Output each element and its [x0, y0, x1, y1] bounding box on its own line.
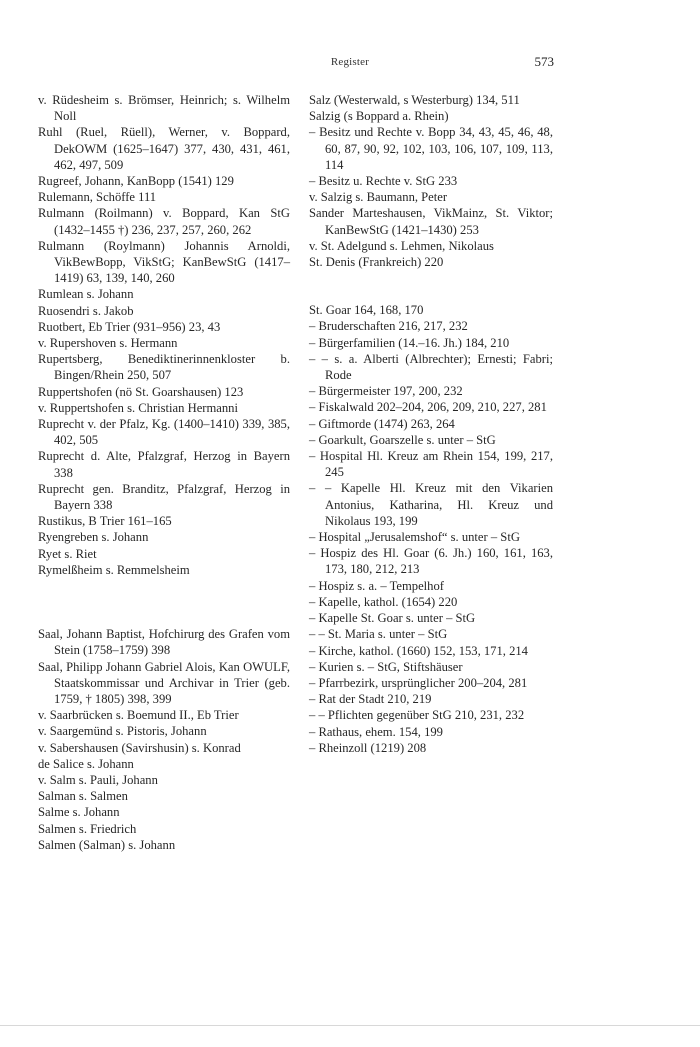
- index-entry: – Besitz und Rechte v. Bopp 34, 43, 45, 46, 48, 60, 87, 90, 92, 102, 103, 106, 107, 109, 113, 114: [309, 125, 553, 172]
- index-entry: – Hospital Hl. Kreuz am Rhein 154, 199, 217, 245: [309, 449, 553, 480]
- index-entry: – Kurien s. – StG, Stiftshäuser: [309, 659, 463, 674]
- index-entry: Saal, Johann Baptist, Hofchirurg des Grafen vom Stein (1758–1759) 398: [38, 627, 290, 658]
- index-entry: Salmen (Salman) s. Johann: [38, 837, 176, 852]
- index-entry: – Bruderschaften 216, 217, 232: [309, 319, 468, 334]
- index-entry: Sander Marteshausen, VikMainz, St. Viktor; KanBewStG (1421–1430) 253: [309, 206, 553, 237]
- index-entry: – Kapelle, kathol. (1654) 220: [309, 594, 458, 609]
- index-entry: Ruprecht gen. Branditz, Pfalzgraf, Herzog in Bayern 338: [38, 481, 290, 513]
- index-entry: v. Rüdesheim s. Brömser, Heinrich; s. Wilhelm Noll: [38, 93, 290, 124]
- index-entry: – Goarkult, Goarszelle s. unter – StG: [309, 432, 496, 447]
- index-entry: – Hospiz s. a. – Tempelhof: [309, 578, 444, 593]
- index-entry: Ryengreben s. Johann: [38, 530, 149, 545]
- index-entry: – Bürgermeister 197, 200, 232: [309, 384, 463, 399]
- index-entry: – Rathaus, ehem. 154, 199: [309, 724, 443, 739]
- index-entry: – – Pflichten gegenüber StG 210, 231, 232: [309, 708, 525, 723]
- index-entry: – Besitz u. Rechte v. StG 233: [309, 174, 458, 189]
- index-entry: Salman s. Salmen: [38, 789, 128, 804]
- index-entry: – – St. Maria s. unter – StG: [309, 627, 448, 642]
- index-entry: Rulmann (Roylmann) Johannis Arnoldi, VikBewBopp, VikStG; KanBewStG (1417–1419) 63, 139, 140, 260: [38, 238, 290, 286]
- index-column-right: [309, 92, 553, 756]
- index-entry: Rustikus, B Trier 161–165: [38, 514, 172, 529]
- index-entry: – Hospital „Jerusalemshof“ s. unter – StG: [309, 530, 520, 545]
- index-entry: Saal, Philipp Johann Gabriel Alois, Kan OWULF, Staatskommissar und Archivar in Trier (geb. 1759, † 1805) 398, 399: [38, 659, 290, 706]
- index-entry: Ruprecht v. der Pfalz, Kg. (1400–1410) 339, 385, 402, 505: [38, 417, 290, 448]
- index-entry: Rupertsberg, Benediktinerinnenkloster b. Bingen/Rhein 250, 507: [38, 352, 290, 383]
- index-entry: – Kirche, kathol. (1660) 152, 153, 171, 214: [309, 643, 528, 658]
- index-entry: St. Goar 164, 168, 170: [309, 303, 424, 318]
- running-head: Register: [330, 56, 370, 68]
- index-entry: – Kapelle St. Goar s. unter – StG: [309, 611, 476, 626]
- index-entry: Ruppertshofen (nö St. Goarshausen) 123: [38, 384, 244, 399]
- index-entry: – Rat der Stadt 210, 219: [309, 692, 432, 707]
- index-entry: Rugreef, Johann, KanBopp (1541) 129: [38, 174, 234, 189]
- index-column-left: [38, 92, 290, 853]
- index-entry: Salme s. Johann: [38, 805, 120, 820]
- index-entry: Ruosendri s. Jakob: [38, 303, 134, 318]
- page-number: 573: [534, 54, 554, 69]
- index-entry: Rulmann (Roilmann) v. Boppard, Kan StG (1432–1455 †) 236, 237, 257, 260, 262: [38, 206, 290, 237]
- index-entry: Rumlean s. Johann: [38, 287, 134, 302]
- index-entry: – Hospiz des Hl. Goar (6. Jh.) 160, 161, 163, 173, 180, 212, 213: [309, 546, 553, 577]
- index-entry: Salzig (s Boppard a. Rhein): [309, 109, 449, 124]
- index-entry: Salmen s. Friedrich: [38, 821, 137, 836]
- index-entry: v. Sabershausen (Savirshusin) s. Konrad: [38, 740, 241, 755]
- index-entry: v. St. Adelgund s. Lehmen, Nikolaus: [309, 238, 494, 253]
- index-entry: Rymelßheim s. Remmelsheim: [38, 562, 190, 577]
- index-entry: – Pfarrbezirk, ursprünglicher 200–204, 281: [309, 675, 528, 690]
- index-entry: v. Salm s. Pauli, Johann: [38, 772, 158, 787]
- index-entry: – – Kapelle Hl. Kreuz mit den Vikarien Antonius, Katharina, Hl. Kreuz und Nikolaus 193, 199: [309, 481, 553, 528]
- index-entry: – Rheinzoll (1219) 208: [309, 740, 427, 755]
- index-entry: de Salice s. Johann: [38, 756, 134, 771]
- index-entry: Rulemann, Schöffe 111: [38, 190, 157, 205]
- index-entry: Ruotbert, Eb Trier (931–956) 23, 43: [38, 319, 221, 334]
- index-entry: Salz (Westerwald, s Westerburg) 134, 511: [309, 93, 520, 107]
- index-entry: – Fiskalwald 202–204, 206, 209, 210, 227, 281: [309, 400, 547, 415]
- index-entry: – Giftmorde (1474) 263, 264: [309, 416, 455, 431]
- index-entry: Ruhl (Ruel, Rüell), Werner, v. Boppard, DekOWM (1625–1647) 377, 430, 431, 461, 462, 497, 509: [38, 125, 290, 172]
- index-entry: v. Ruppertshofen s. Christian Hermanni: [38, 400, 238, 415]
- index-entry: v. Rupershoven s. Hermann: [38, 336, 178, 351]
- index-entry: – Bürgerfamilien (14.–16. Jh.) 184, 210: [309, 335, 510, 350]
- index-entry: Ryet s. Riet: [38, 546, 97, 561]
- index-entry: v. Saarbrücken s. Boemund II., Eb Trier: [38, 708, 239, 723]
- index-entry: St. Denis (Frankreich) 220: [309, 255, 444, 270]
- index-entry: v. Salzig s. Baumann, Peter: [309, 190, 448, 205]
- index-entry: v. Saargemünd s. Pistoris, Johann: [38, 724, 207, 739]
- index-entry: – – s. a. Alberti (Albrechter); Ernesti; Fabri; Rode: [309, 351, 553, 383]
- index-entry: Ruprecht d. Alte, Pfalzgraf, Herzog in Bayern 338: [38, 449, 290, 480]
- scan-edge-divider: [0, 1025, 700, 1026]
